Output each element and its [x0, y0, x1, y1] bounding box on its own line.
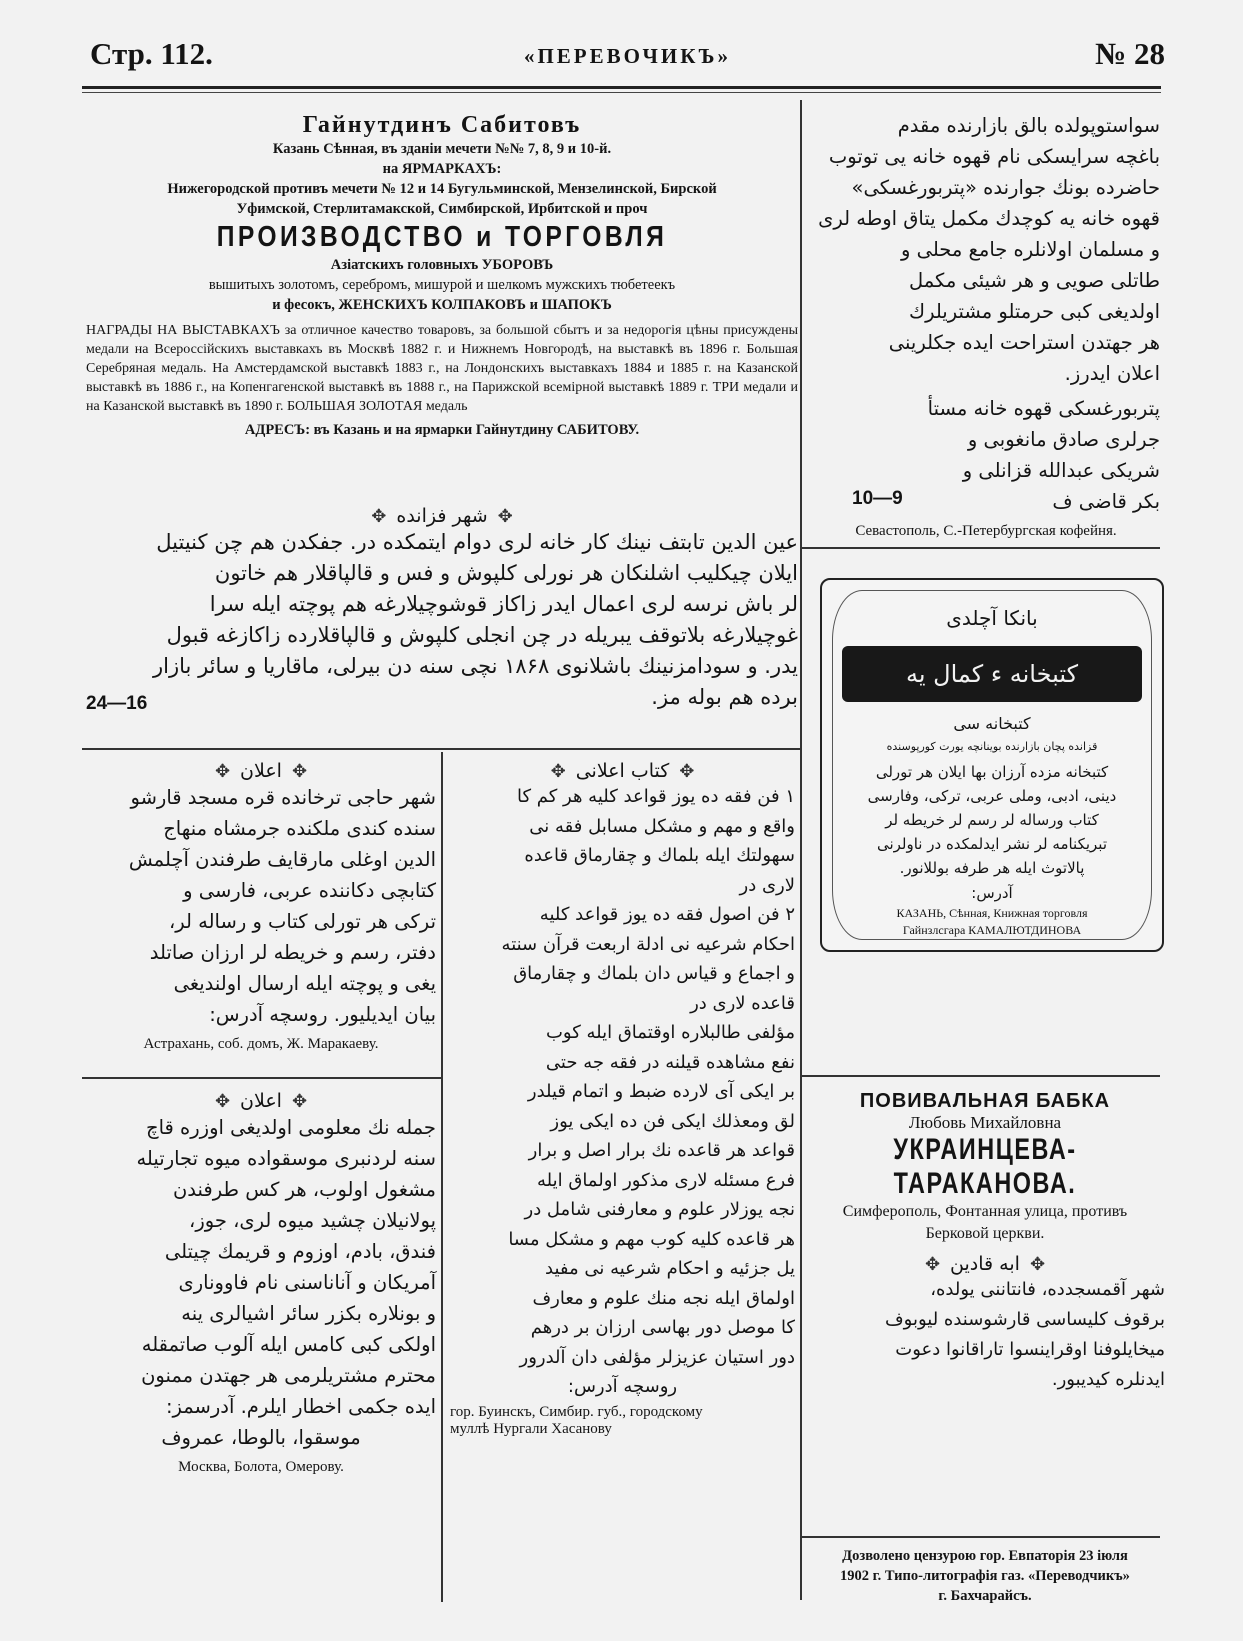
ornament-icon: ✥: [291, 1090, 308, 1112]
library-small: قزانده پچان بازارنده بوينانچه يورت كورپوسنده: [886, 740, 1098, 753]
text-line: پالاتوث ايله هر طرفه بوللانور.: [899, 859, 1085, 877]
text-line: نفع مشاهده قيلنه در فقه جه حتى: [545, 1051, 795, 1073]
text-line: شريكى عبدالله قزانلى و: [962, 459, 1160, 482]
text-line: كتاب ورساله لر رسم لر خريطه لر: [885, 811, 1099, 829]
text-line: برقوف كليساسى قارشوسنده ليوبوف: [885, 1309, 1165, 1330]
text-line: سنده كندى ملكنده جرمشاه منهاج: [163, 817, 436, 840]
ad-body: [86, 527, 798, 713]
ornament-icon: ✥: [1029, 1253, 1046, 1275]
text-line: سنه لردنبرى موسقواده ميوه تجارتيله: [136, 1147, 436, 1170]
library-ad-box: [820, 578, 1164, 952]
ad-line: Казань Сѣнная, въ зданіи мечети №№ 7, 8, 9 и 10-й.: [272, 141, 612, 157]
text-line: كتبخانه مزده آرزان بها ايلان هر تورلى: [875, 763, 1109, 781]
ad-body: [86, 1112, 436, 1453]
text-line: روسچه آدرس:: [567, 1376, 678, 1397]
censor-note: [805, 1546, 1165, 1606]
text-line: الدين اوغلى مارقايف طرفندن آچلمش: [128, 848, 436, 871]
text-line: دفتر، رسم و خريطه لر ارزان صاتلد: [149, 941, 436, 964]
text-line: و بونلاره بكزر سائر اشيالرى ينه: [181, 1302, 436, 1325]
text-line: شهر حاجى ترخانده قره مسجد قارشو: [130, 786, 436, 809]
ad-tag: 24—16: [86, 693, 148, 714]
text-line: نجه يوزلار علوم و معارفنى شامل در: [524, 1199, 795, 1220]
book-ad: [450, 760, 795, 1438]
header-rule-thin: [82, 92, 1161, 93]
midwife-title: ПОВИВАЛЬНАЯ БАБКА: [859, 1090, 1111, 1112]
ad-line: на ЯРМАРКАХЪ:: [382, 161, 502, 177]
ad-sub-line: вышитыхъ золотомъ, серебромъ, мишурой и шелкомъ мужскихъ тюбетеекъ: [208, 277, 676, 293]
ornament-heading: [450, 760, 795, 782]
ornament-icon: ✥: [291, 760, 308, 782]
library-sub: كتبخانه سى: [953, 714, 1031, 733]
ad-sub-line: Азіатскихъ головныхъ УБОРОВЪ: [330, 257, 554, 273]
ad-heading: شهر فزانده: [396, 505, 488, 527]
ad-address: гор. Буинскъ, Симбир. губ., городскому: [450, 1403, 703, 1420]
text-line: فندق، بادم، اوزوم و قريمك چيتلى: [164, 1240, 436, 1263]
ad-heading: اعلان: [240, 760, 282, 782]
ad-address: Севастополь, С.-Петербургская кофейня.: [855, 523, 1117, 539]
text-line: و اجماع و قياس دان بلماك و چقارماق: [513, 963, 795, 984]
ornament-icon: ✥: [550, 760, 566, 782]
text-line: دينى، ادبى، وملى عربى، تركى، وفارسى: [867, 787, 1117, 805]
ornament-icon: ✥: [497, 505, 513, 527]
newspaper-title: «ПЕРЕВОЧИКЪ»: [523, 44, 732, 68]
right-rule-1: [800, 547, 1160, 549]
text-line: موسقوا، بالوطا، عمروف: [161, 1426, 361, 1449]
censor-line: Дозволено цензурою гор. Евпаторія 23 іюля: [842, 1548, 1128, 1564]
sabitov-ad: [86, 112, 798, 439]
library-banner: كتبخانه ء كمال يه: [842, 646, 1142, 702]
text-line: قهوه خانه يه كوچدك مكمل يتاق اوطه لرى: [818, 207, 1160, 230]
text-line: پتربورغسكى قهوه خانه مستأ: [927, 397, 1160, 420]
ilan-ad-moscow: [86, 1090, 436, 1476]
ad-body: [812, 110, 1160, 389]
ornament-icon: ✥: [371, 505, 387, 527]
shahar-ad: [86, 505, 798, 713]
text-line: قاعده لارى در: [690, 992, 795, 1014]
text-line: بيان ايديليور. روسچه آدرس:: [209, 1003, 436, 1026]
merchant-name: Гайнутдинъ Сабитовъ: [302, 112, 582, 138]
text-line: جمله نك معلومى اولديغى اوزره قاچ: [145, 1116, 436, 1139]
text-line: ايلان چيكليب اشلنكان هر نورلى كلپوش و فس و قالپاقلار هم خاتون: [214, 561, 798, 585]
header-rule: [82, 86, 1161, 89]
text-line: سهولتك ايله بلماك و چقارماق قاعده: [524, 845, 795, 866]
censor-line: г. Бахчарайсъ.: [938, 1588, 1032, 1604]
ad-heading: ابه قادين: [950, 1253, 1020, 1275]
text-line: اولماق ايله نجه منك علوم و معارف: [532, 1287, 795, 1309]
text-line: اولكى كبى كامس ايله آلوب صاتمقله: [141, 1333, 436, 1356]
text-line: هر قاعده كليه كوب مهم و مشكل مسا: [508, 1228, 795, 1250]
ornament-icon: ✥: [214, 760, 231, 782]
awards-paragraph: НАГРАДЫ НА ВЫСТАВКАХЪ за отличное качество товаровъ, за большой сбытъ и за недорогія цѣны присуждены медали на Всероссійскихъ выставкахъ въ Москвѣ 1882 г. и Нижнемъ Новгородѣ, на выставкѣ въ 1896 г. Большая Серебряная медаль. На Амстердамской выставкѣ 1883 г., на Лондонскихъ выставкахъ 1884 и 1885 г. на Казанской выставкѣ въ 1886 г., на Копенгагенской выставкѣ въ 1888 г., на Парижской всемірной выставкѣ 1889 г. ТРИ медали и на Казанской выставкѣ въ 1890 г. БОЛЬШАЯ ЗОЛОТАЯ медаль: [86, 323, 798, 414]
text-line: اولديغى كبى حرمتلو مشتريلرك: [909, 300, 1160, 323]
text-line: ايدنلره كيديبور.: [1051, 1369, 1165, 1390]
ad-line: Уфимской, Стерлитамакской, Симбирской, Ирбитской и проч: [236, 201, 648, 217]
ad-address: Москва, Болота, Омерову.: [178, 1459, 344, 1475]
ad-address: АДРЕСЪ: въ Казань и на ярмарки Гайнутдину САБИТОВУ.: [244, 422, 640, 438]
text-line: مشغول اولوب، هر كس طرفندن: [172, 1178, 436, 1201]
text-line: قواعد هر قاعده نك برار اصل و برار: [528, 1140, 795, 1161]
library-top: بانكا آچلدى: [946, 606, 1038, 630]
ad-big-title: ПРОИЗВОДСТВО и ТОРГОВЛЯ: [216, 221, 668, 253]
censor-line: 1902 г. Типо-литографія газ. «Переводчикъ»: [840, 1568, 1130, 1584]
text-line: سواستوپولده بالق بازارنده مقدم: [897, 114, 1160, 137]
library-addr-ru: КАЗАНЬ, Сѣнная, Книжная торговля: [896, 906, 1088, 920]
text-line: يدر. و سودامزنينك باشلانوى ۱۸۶۸ نچى سنه دن بيرلى، ماقاريا و سائر بازار: [153, 654, 798, 678]
library-addr-ru: Гайнзлсгара КАМАЛЮТДИНОВА: [902, 923, 1082, 937]
ornament-heading: [86, 760, 436, 782]
issue-number: № 28: [1095, 36, 1165, 71]
text-line: لق ومعذلك ايكى فن ده ايكى يوز: [550, 1110, 795, 1132]
left-ad-rule: [82, 1077, 441, 1079]
library-body: [836, 760, 1148, 880]
text-line: مؤلفى طالبلاره اوقتماق ايله كوب: [545, 1022, 795, 1043]
text-line: پولانيلان چشيد ميوه لرى، جوز،: [189, 1209, 436, 1232]
text-line: و مسلمان اولانلره جامع محلى و: [900, 238, 1160, 261]
text-line: تبريكنامه لر نشر ايدلمكده در ناولرنى: [876, 835, 1108, 853]
text-line: فرع مسئله لارى مذكور اولماق ايله: [537, 1169, 795, 1191]
midwife-ad: [805, 1090, 1165, 1395]
midwife-address: Симферополь, Фонтанная улица, противъ: [842, 1203, 1128, 1220]
text-line: ۱ فن فقه ده يوز قواعد كليه هر كم كا: [516, 786, 795, 807]
midwife-surname: УКРАИНЦЕВА-ТАРАКАНОВА.: [893, 1133, 1077, 1200]
text-line: جرلرى صادق مانغوبى و: [967, 428, 1160, 451]
right-rule-3: [800, 1536, 1160, 1538]
text-line: كا موصل دور بهاسى ارزان بر درهم: [530, 1317, 795, 1338]
text-line: آمريكان و آناناسنى نام فاوونارى: [178, 1271, 436, 1294]
ad-body: [450, 782, 795, 1402]
text-line: اعلان ايدرز.: [1064, 362, 1160, 385]
library-addr-label: آدرس:: [971, 884, 1013, 902]
text-line: بكر قاضى ف: [1052, 490, 1160, 513]
text-line: طاتلى صويى و هر شيئى مكمل: [909, 269, 1160, 292]
text-line: ۲ فن اصول فقه ده يوز قواعد كليه: [539, 904, 795, 925]
text-line: هر جهتدن استراحت ايده جكلرينى: [888, 331, 1160, 354]
text-line: غوچيلارغه بلاتوقف يبريله در چن انجلى كلپوش و قالپاقلارده زاكازغه قبول: [166, 623, 798, 647]
text-line: تركى هر تورلى كتاب و رساله لر،: [168, 910, 436, 933]
text-line: كتابچى دكاننده عربى، فارسى و: [183, 879, 436, 902]
right-column-divider: [800, 100, 802, 1600]
text-line: بر ايكى آى لارده ضبط و اتمام قيلدر: [527, 1081, 795, 1102]
coffeehouse-ad: [812, 110, 1160, 540]
ornament-heading: [805, 1253, 1165, 1275]
text-line: يغى و پوچته ايله ارسال اولنديغى: [173, 972, 436, 995]
ad-tag: 10—9: [852, 488, 903, 509]
ad-heading: كتاب اعلانى: [575, 760, 670, 782]
ad-heading: اعلان: [240, 1090, 282, 1112]
ad-line: Нижегородской противъ мечети № 12 и 14 Бугульминской, Мензелинской, Бирской: [167, 181, 717, 197]
midwife-address: Берковой церкви.: [925, 1225, 1045, 1242]
ornament-heading: [86, 505, 798, 527]
ornament-heading: [86, 1090, 436, 1112]
ilan-ad-astrakhan: [86, 760, 436, 1053]
text-line: احكام شرعيه نى ادلة اربعت قرآن سنته: [501, 933, 795, 955]
text-line: حاضرده بونك جوارنده «پتربورغسكى»: [851, 176, 1160, 199]
ad-body: [86, 782, 436, 1030]
page-number: Стр. 112.: [90, 36, 213, 71]
text-line: واقع و مهم و مشكل مسابل فقه نى: [529, 815, 795, 837]
text-line: شهر آقمسجدده، فانتاننى يولده،: [930, 1279, 1165, 1300]
ornament-icon: ✥: [679, 760, 695, 782]
middle-column-divider: [441, 752, 443, 1602]
text-line: برده هم بوله مز.: [651, 685, 798, 709]
text-line: دور استيان عزيزلر مؤلفى دان آلدرور: [519, 1346, 795, 1368]
ornament-icon: ✥: [214, 1090, 231, 1112]
ad-sub-line: и фесокъ, ЖЕНСКИХЪ КОЛПАКОВЪ и ШАПОКЪ: [272, 297, 612, 313]
text-line: عين الدين تابتف نينك كار خانه لرى دوام ايتمكده در. جفكدن هم چن كنيتيل: [156, 530, 798, 554]
ornament-icon: ✥: [924, 1253, 941, 1275]
text-line: ميخايلوفنا اوقراينسوا تاراقانوا دعوت: [895, 1339, 1165, 1360]
page-header: [90, 36, 1165, 82]
right-rule-2: [800, 1075, 1160, 1077]
text-line: ايده جكمى اخطار ايلرم. آدرسمز:: [165, 1395, 436, 1418]
section-rule: [82, 748, 800, 750]
ad-address: Астрахань, соб. домъ, Ж. Маракаеву.: [143, 1036, 379, 1052]
text-line: باغچه سرايسكى نام قهوه خانه يى توتوب: [828, 145, 1160, 168]
midwife-first-name: Любовь Михайловна: [908, 1113, 1062, 1132]
ad-address: муллѣ Нургали Хасанову: [450, 1420, 612, 1437]
text-line: محترم مشتريلرمى هر جهتدن ممنون: [141, 1364, 436, 1387]
text-line: لارى در: [739, 874, 795, 896]
text-line: لر باش نرسه لرى اعمال ايدر زاكاز قوشوچيلارغه هم پوچته ايله سرا: [209, 592, 798, 616]
ad-body: [805, 1275, 1165, 1395]
text-line: يل جزئيه و احكام شرعيه نى مفيد: [545, 1258, 795, 1279]
